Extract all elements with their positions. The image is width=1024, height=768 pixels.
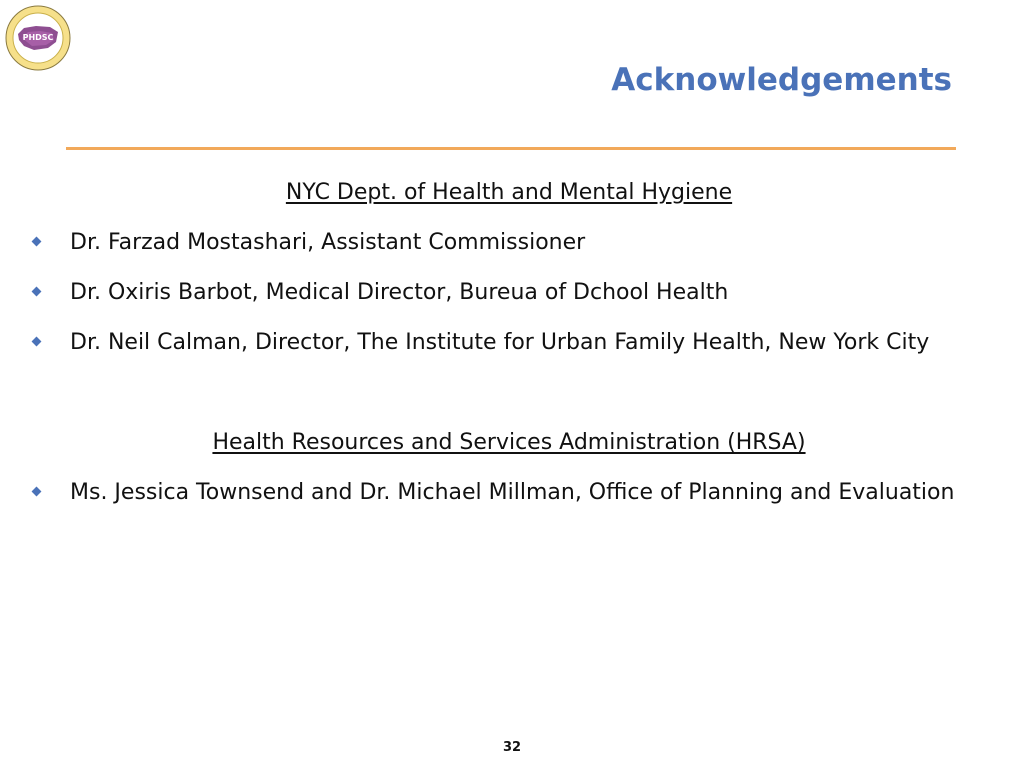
- list-item: [30, 318, 980, 368]
- list-item: [30, 468, 980, 518]
- list-item-text: Ms. Jessica Townsend and Dr. Michael Millman, Office of Planning and Evaluation: [70, 480, 955, 505]
- acknowledgements-body: [30, 168, 980, 518]
- list-item-text: Dr. Farzad Mostashari, Assistant Commissioner: [70, 230, 586, 255]
- section-spacer: [30, 368, 980, 418]
- bullet-list: [30, 468, 980, 518]
- diamond-bullet-icon: [32, 287, 42, 297]
- section-heading: NYC Dept. of Health and Mental Hygiene: [285, 180, 733, 205]
- phdsc-logo-icon: [4, 4, 72, 72]
- list-item: [30, 268, 980, 318]
- logo-text: PHDSC: [22, 33, 54, 42]
- section-nyc: [30, 168, 980, 368]
- list-item: [30, 218, 980, 268]
- section-hrsa: [30, 418, 980, 518]
- bullet-list: [30, 218, 980, 368]
- list-item-text: Dr. Neil Calman, Director, The Institute for Urban Family Health, New York City: [70, 330, 930, 355]
- page-number: 32: [502, 740, 522, 755]
- diamond-bullet-icon: [32, 237, 42, 247]
- list-item-text: Dr. Oxiris Barbot, Medical Director, Bureua of Dchool Health: [70, 280, 729, 305]
- diamond-bullet-icon: [32, 337, 42, 347]
- title-divider: [66, 147, 956, 150]
- diamond-bullet-icon: [32, 487, 42, 497]
- section-heading: Health Resources and Services Administration (HRSA): [212, 430, 806, 455]
- logo: [4, 4, 72, 72]
- page-title: Acknowledgements: [611, 62, 952, 98]
